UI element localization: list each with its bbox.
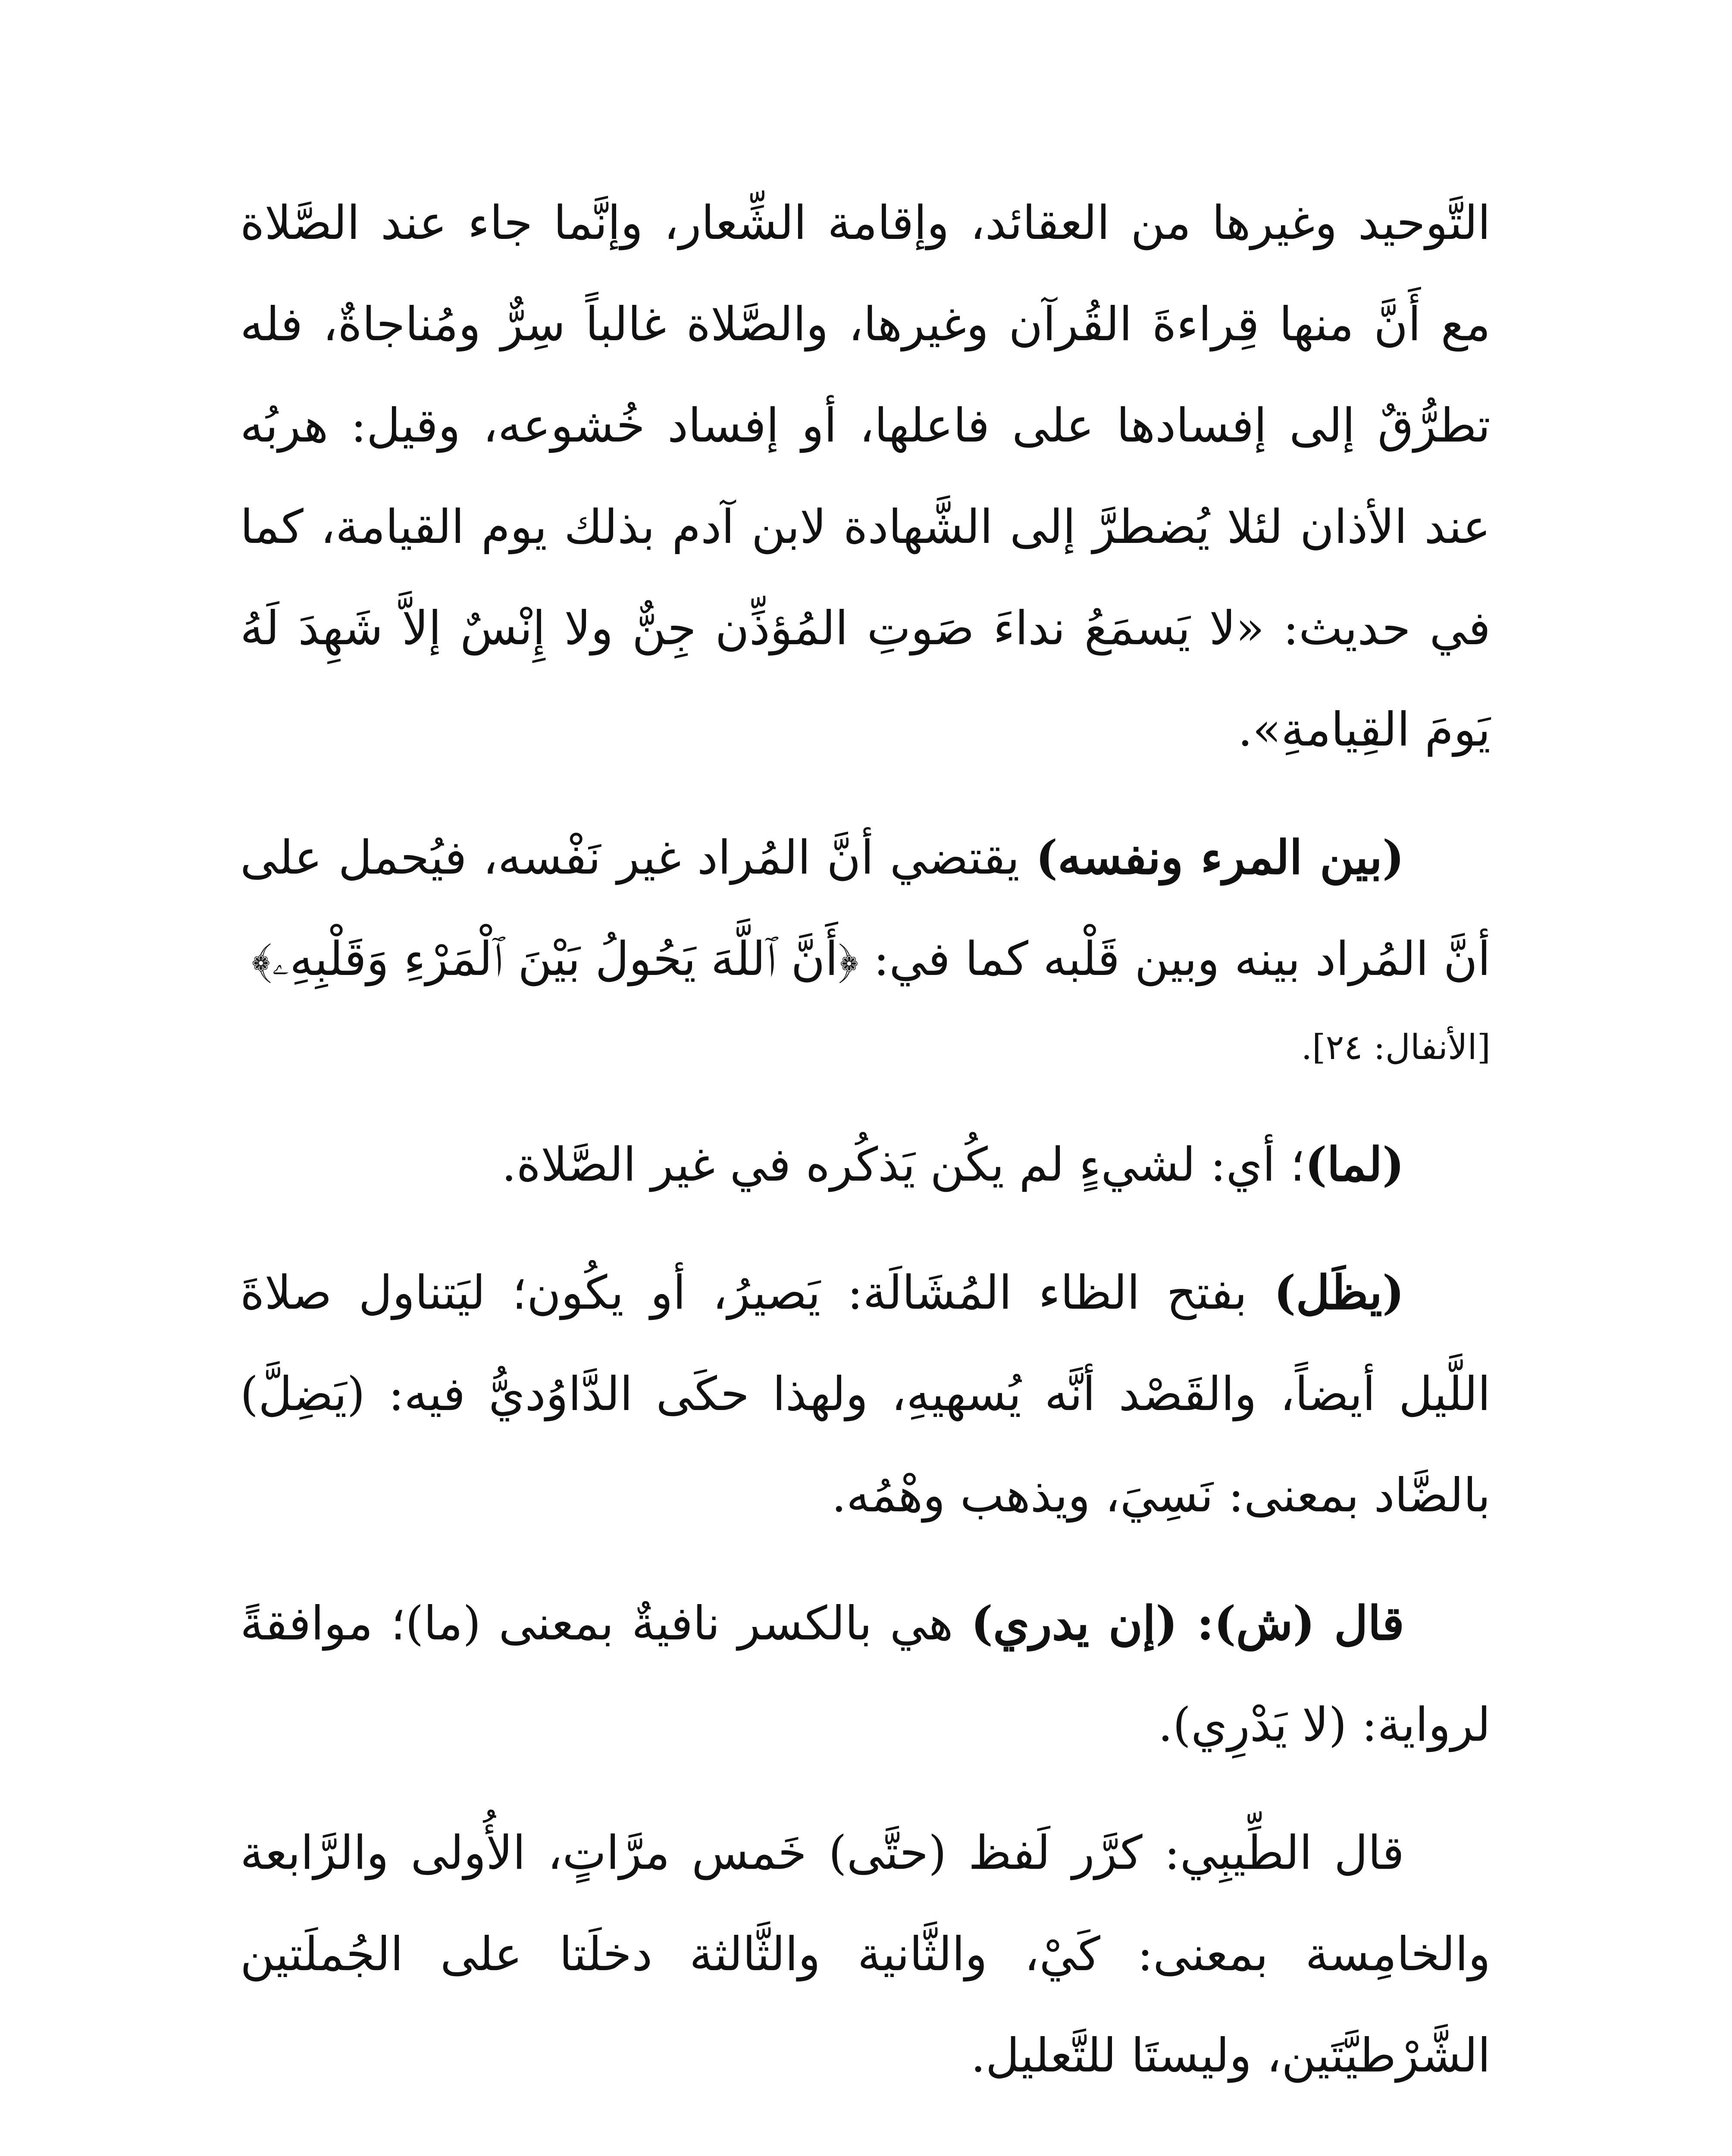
paragraph-4-lead: (يظَل) bbox=[1274, 1266, 1404, 1320]
paragraph-3-text: ؛ أي: لشيءٍ لم يكُن يَذكُره في غير الصَّلاة. bbox=[501, 1138, 1305, 1192]
paragraph-4 bbox=[240, 1242, 1491, 1546]
verse-reference-text: [الأنفال: ٢٤]. bbox=[1301, 1027, 1491, 1067]
paragraph-4-text: بفتح الظاء المُشَالَة: يَصيرُ، أو يكُون؛ ليَتناول صلاةَ اللَّيل أيضاً، والقَصْد أنَّه يُسهيهِ، ولهذا حكَى الدَّاوُديُّ فيه: (يَضِلَّ) بالضَّاد بمعنى: نَسِيَ، ويذهب وهْمُه. bbox=[240, 1266, 1491, 1523]
paragraph-6-text: قال الطِّيبِي: كرَّر لَفظ (حتَّى) خَمس مرَّاتٍ، الأُولى والرَّابعة والخامِسة بمعنى: كَيْ، والثَّانية والثَّالثة دخلَتا على الجُملَتين الشَّرْطيَّتَين، وليستَا للتَّعليل. bbox=[240, 1826, 1491, 2083]
paragraph-1 bbox=[240, 172, 1491, 780]
paragraph-2 bbox=[240, 807, 1491, 1010]
paragraph-2-text: يقتضي أنَّ المُراد غير نَفْسه، فيُحمل على أنَّ المُراد بينه وبين قَلْبه كما في: bbox=[240, 831, 1491, 986]
page-body bbox=[240, 172, 1491, 2133]
paragraph-3-lead: (لما) bbox=[1305, 1138, 1404, 1192]
paragraph-3 bbox=[240, 1114, 1491, 1216]
paragraph-5-lead: قال (ش): (إن يدري) bbox=[971, 1596, 1405, 1651]
paragraph-5 bbox=[240, 1573, 1491, 1776]
paragraph-5-text: هي بالكسر نافيةٌ بمعنى (ما)؛ موافقةً لرواية: (لا يَدْرِي). bbox=[240, 1597, 1491, 1752]
verse-reference bbox=[240, 1019, 1491, 1075]
quran-verse: ﴿أَنَّ ٱللَّهَ يَحُولُ بَيْنَ ٱلْمَرْءِ وَقَلْبِهِۦ﴾ bbox=[251, 932, 859, 986]
paragraph-2-lead: (بين المرء ونفسه) bbox=[1036, 830, 1405, 885]
paragraph-6 bbox=[240, 1802, 1491, 2106]
paragraph-1-text: التَّوحيد وغيرها من العقائد، وإقامة الشِّعار، وإنَّما جاء عند الصَّلاة مع أَنَّ منها قِراءةَ القُرآن وغيرها، والصَّلاة غالباً سِرٌّ ومُناجاةٌ، فله تطرُّقٌ إلى إفسادها على فاعلها، أو إفساد خُشوعه، وقيل: هربُه عند الأذان لئلا يُضطرَّ إلى الشَّهادة لابن آدم بذلك يوم القيامة، كما في حديث: «لا يَسمَعُ نداءَ صَوتِ المُؤذِّن جِنٌّ ولا إِنْسٌ إلاَّ شَهِدَ لَهُ يَومَ القِيامةِ». bbox=[240, 196, 1491, 757]
